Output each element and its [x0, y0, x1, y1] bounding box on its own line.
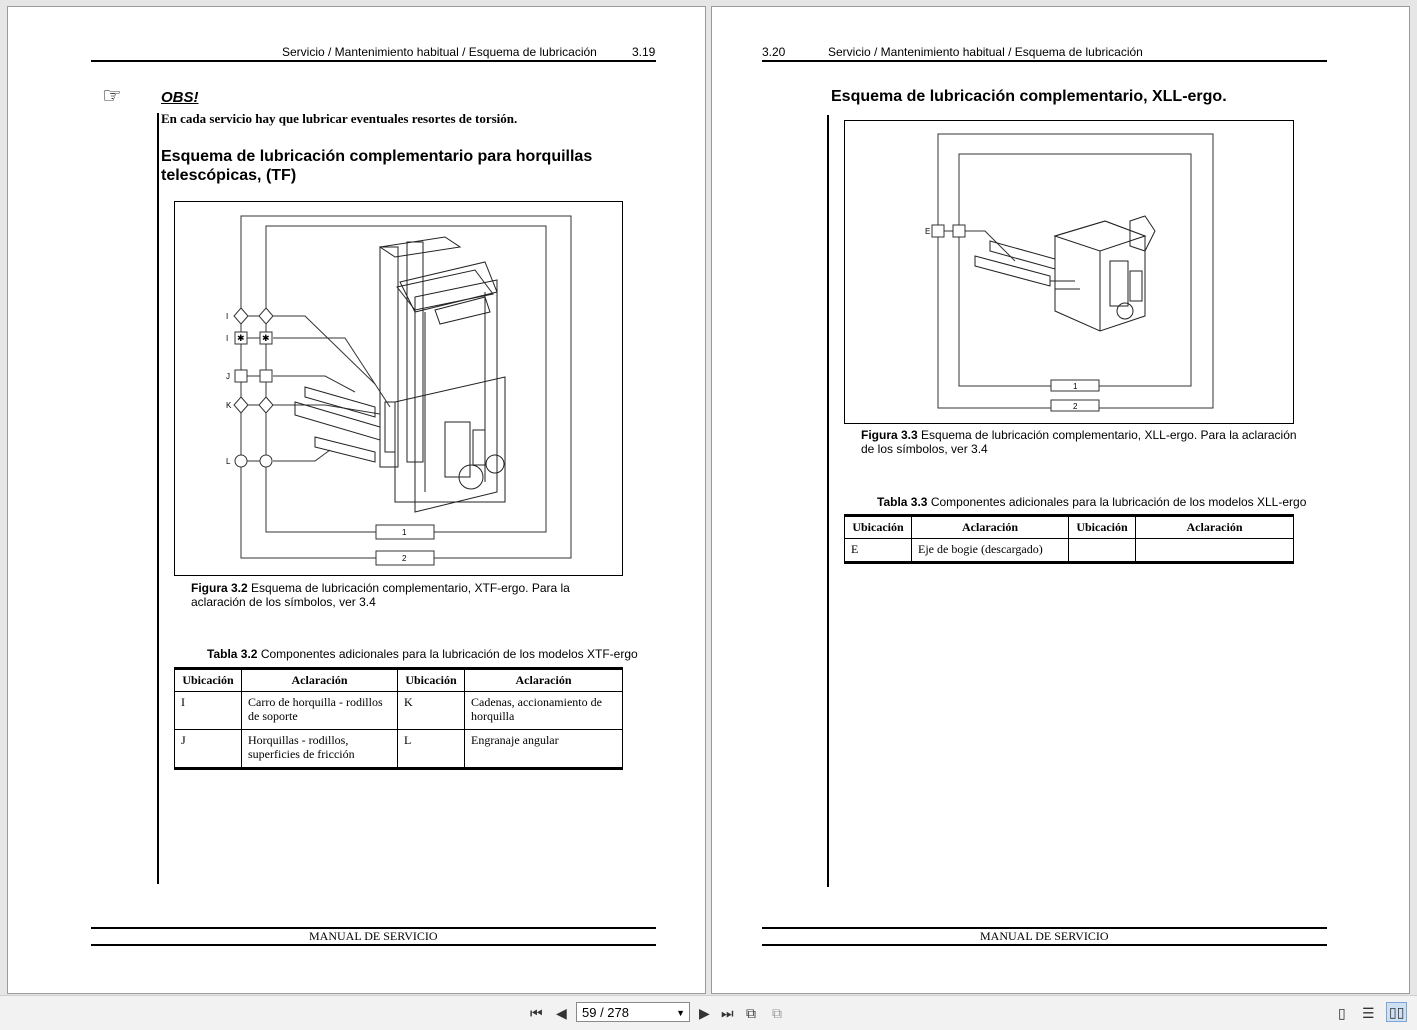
figure-caption: [861, 428, 1301, 456]
svg-text:✱: ✱: [262, 333, 270, 343]
figure-caption-text: Esquema de lubricación complementario, XTF-ergo. Para la aclaración de los símbolos, ver 3.4: [191, 581, 570, 609]
marker-label: K: [226, 401, 232, 410]
figure-caption-text: Esquema de lubricación complementario, XLL-ergo. Para la aclaración de los símbolos, ver 3.4: [861, 428, 1297, 456]
table-caption-label: Tabla 3.3: [877, 495, 928, 509]
table-cell: L: [398, 730, 465, 769]
table-caption-label: Tabla 3.2: [207, 647, 258, 661]
marker-label: L: [226, 457, 231, 466]
table-header: Ubicación: [175, 669, 242, 692]
svg-text:✱: ✱: [237, 333, 245, 343]
table-caption-text: Componentes adicionales para la lubricación de los modelos XTF-ergo: [260, 647, 638, 661]
lubrication-diagram-xll: [845, 121, 1293, 423]
change-bar: [827, 115, 829, 887]
table-caption-text: Componentes adicionales para la lubricación de los modelos XLL-ergo: [930, 495, 1307, 509]
table-header: Aclaración: [1136, 516, 1294, 539]
figure-caption: [191, 581, 621, 609]
header-title: Servicio / Mantenimiento habitual / Esquema de lubricación: [828, 45, 1143, 59]
table-caption: [877, 495, 1306, 509]
table-row: [845, 539, 1294, 563]
left-page: [7, 6, 706, 994]
note-label: OBS!: [161, 89, 199, 106]
marker-label: J: [226, 372, 230, 381]
single-page-view-icon[interactable]: ▯: [1338, 1005, 1346, 1021]
previous-view-icon[interactable]: ⧉: [746, 1005, 756, 1021]
marker-label: E: [925, 227, 931, 236]
page-number-field[interactable]: [576, 1002, 690, 1022]
footer-text: MANUAL DE SERVICIO: [309, 929, 438, 943]
figure-caption-label: Figura 3.3: [861, 428, 918, 442]
footer-rule-bottom: [91, 944, 656, 946]
figure-caption-label: Figura 3.2: [191, 581, 248, 595]
last-page-icon[interactable]: ⏭: [721, 1005, 734, 1021]
table-cell: I: [175, 692, 242, 730]
note-text: En cada servicio hay que lubricar eventuales resortes de torsión.: [161, 111, 518, 126]
page-indicator: 59 / 278: [582, 1005, 629, 1020]
box-label: 2: [1073, 402, 1078, 411]
marker-label: I: [226, 334, 229, 343]
table-header: Ubicación: [1069, 516, 1136, 539]
previous-page-icon[interactable]: ◀: [556, 1005, 567, 1021]
table-header: Ubicación: [845, 516, 912, 539]
viewer-toolbar: [0, 995, 1417, 1030]
chevron-down-icon[interactable]: ▼: [676, 1008, 685, 1018]
table-header: Aclaración: [242, 669, 398, 692]
table-cell: [1136, 539, 1294, 563]
table-cell: Eje de bogie (descargado): [912, 539, 1069, 563]
figure-3-3: [844, 120, 1294, 424]
first-page-icon[interactable]: ⏮: [530, 1005, 543, 1021]
figure-3-2: [174, 201, 623, 576]
box-label: 1: [1073, 382, 1078, 391]
page-number: 3.20: [762, 45, 786, 59]
pointing-hand-icon: ☞: [102, 83, 122, 108]
section-title: Esquema de lubricación complementario, XLL-ergo.: [831, 88, 1227, 105]
right-page: [711, 6, 1410, 994]
box-label: 2: [402, 554, 407, 563]
facing-pages-view-icon[interactable]: ▯▯: [1386, 1002, 1407, 1022]
continuous-view-icon[interactable]: ☰: [1362, 1005, 1375, 1021]
next-view-icon[interactable]: ⧉: [772, 1005, 782, 1021]
header-rule: [91, 60, 656, 62]
change-bar: [157, 113, 159, 884]
box-label: 1: [402, 528, 407, 537]
table-row: [175, 692, 623, 730]
table-cell: K: [398, 692, 465, 730]
next-page-icon[interactable]: ▶: [699, 1005, 710, 1021]
table-caption: [207, 647, 637, 661]
table-header: Aclaración: [912, 516, 1069, 539]
footer-text: MANUAL DE SERVICIO: [980, 929, 1109, 943]
section-title: Esquema de lubricación complementario para horquillas telescópicas, (TF): [161, 148, 593, 184]
table-cell: Horquillas - rodillos, superficies de fricción: [242, 730, 398, 769]
table-cell: [1069, 539, 1136, 563]
header-rule: [762, 60, 1327, 62]
page-number: 3.19: [632, 45, 656, 59]
components-table-xll: [844, 514, 1294, 564]
table-cell: E: [845, 539, 912, 563]
table-cell: Engranaje angular: [465, 730, 623, 769]
table-cell: Carro de horquilla - rodillos de soporte: [242, 692, 398, 730]
table-cell: Cadenas, accionamiento de horquilla: [465, 692, 623, 730]
table-row: [175, 730, 623, 769]
table-header: Aclaración: [465, 669, 623, 692]
header-title: Servicio / Mantenimiento habitual / Esquema de lubricación: [282, 45, 597, 59]
footer-rule-bottom: [762, 944, 1327, 946]
table-header: Ubicación: [398, 669, 465, 692]
components-table-xtf: [174, 667, 623, 770]
table-cell: J: [175, 730, 242, 769]
marker-label: I: [226, 312, 229, 321]
lubrication-diagram-xtf: [175, 202, 622, 575]
